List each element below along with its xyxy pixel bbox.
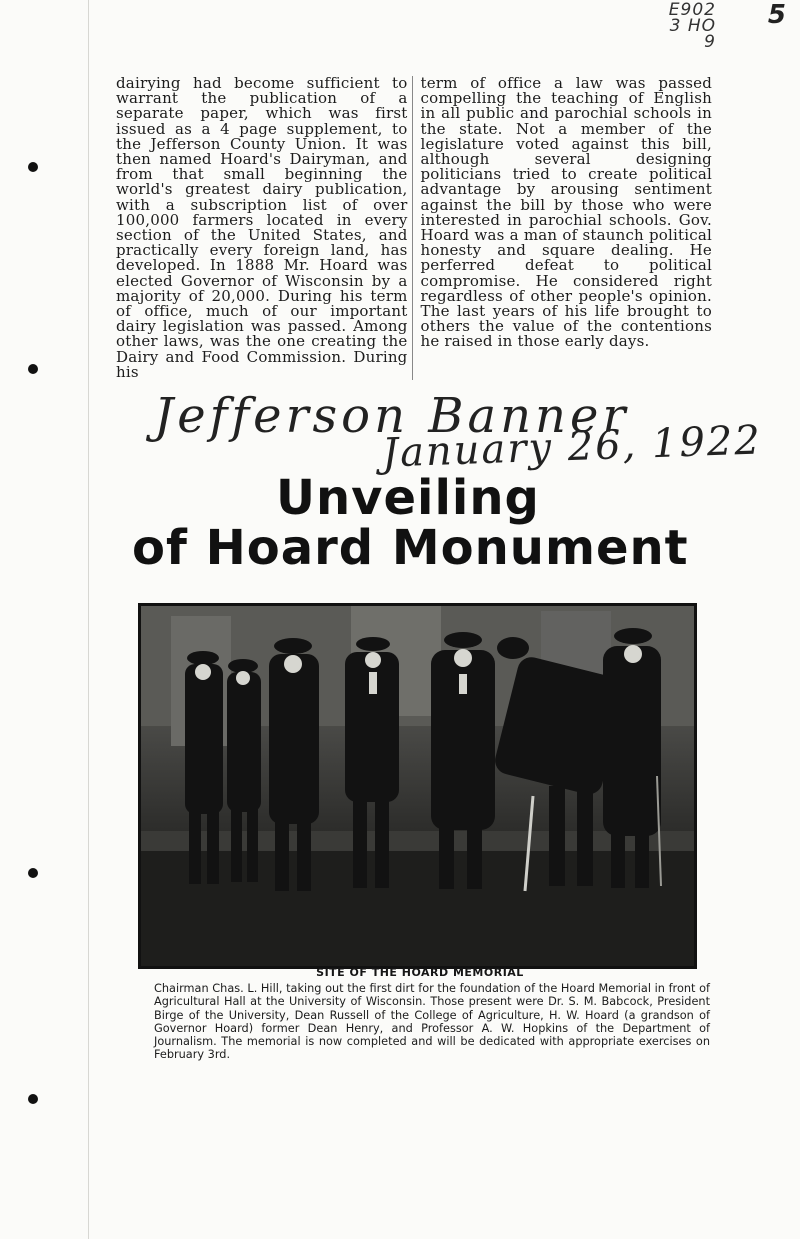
photo-caption: Chairman Chas. L. Hill, taking out the first dirt for the foundation of the Hoard Memorial in front of Agricultural Hall at the University of Wisconsin. Those present were Dr. S. M. Babcock, President Birge of the University, Dean Russell of the College of Agriculture, H. W. Hoard (a grandson of Governor Hoard) former Dean Henry, and Professor A. W. Hopkins of the Department of Journalism. The memorial is now completed and will be dedicated with appropriate exercises on February 3rd. [154,982,710,1062]
article-columns [116,76,712,380]
archive-code-line: 3 HO [669,16,716,36]
punch-hole [28,868,38,878]
memorial-site-photo [138,603,697,969]
archive-code-line: E902 [668,0,716,20]
article-column-right: term of office a law was passed compelling the teaching of English in all public and parochial schools in the state. Not a member of the legislature voted against this bill, although several designing politicians tried to create political advantage by arousing sentiment against the bill by those who were interested in parochial schools. Gov. Hoard was a man of staunch political honesty and square dealing. He perferred defeat to political compromise. He considered right regardless of other people's opinion. The last years of his life brought to others the value of the contentions he raised in those early days. [420,74,712,351]
archive-code [669,2,716,50]
punch-hole [28,1094,38,1104]
page-number: 5 [767,0,786,30]
punch-hole [28,162,38,172]
article-column-left: dairying had become sufficient to warrant the publication of a separate paper, which was first issued as a 4 page supplement, to the Jefferson County Union. It was then named Hoard's Dairyman, and from that small beginning the world's greatest dairy publication, with a subscription list of over 100,000 farmers located in every section of the United States, and practically every foreign land, has developed. In 1888 Mr. Hoard was elected Governor of Wisconsin by a majority of 20,000. During his term of office, much of our important dairy legislation was passed. Among other laws, was the one creating the Dairy and Food Commission. During his [116,76,413,380]
photo-caption-title: SITE OF THE HOARD MEMORIAL [316,966,524,979]
headline-line: of Hoard Monument [132,520,689,576]
handwritten-date: January 26, 1922 [381,417,763,477]
headline-line: Unveiling [276,470,540,526]
group-photo-illustration [141,606,694,966]
handwritten-newspaper-name: Jefferson Banner [154,388,630,444]
archive-code-line: 9 [704,32,716,52]
punch-hole [28,364,38,374]
binding-line [88,0,89,1239]
